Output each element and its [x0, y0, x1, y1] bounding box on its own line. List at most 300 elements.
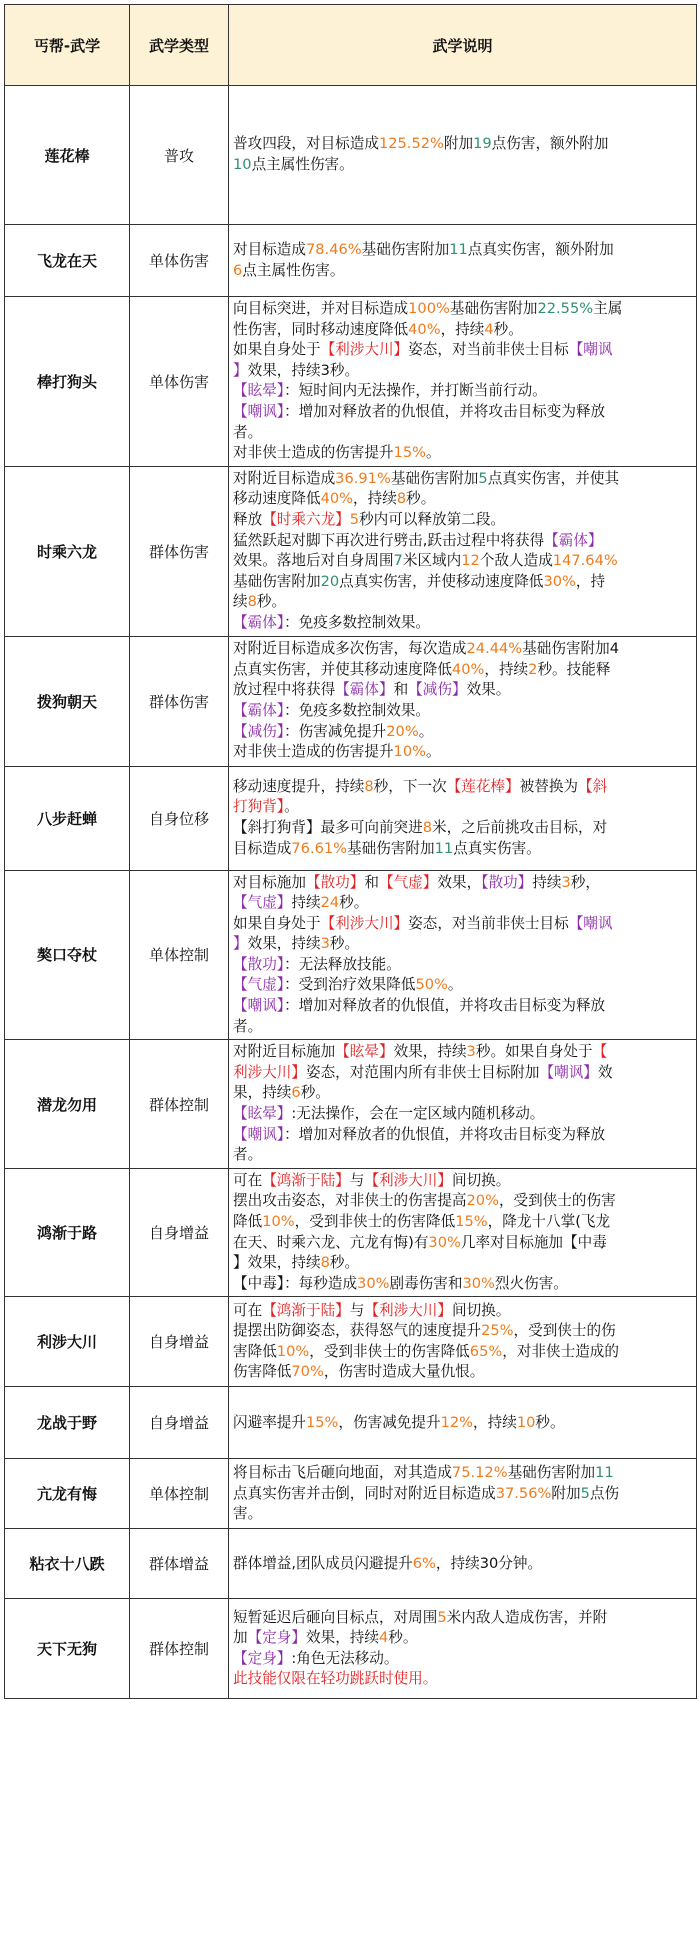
description-text: 闪避率提升: [233, 1413, 306, 1431]
description-text: ，对非侠士造成的: [502, 1342, 619, 1360]
description-text: 8: [396, 490, 407, 508]
description-text: 秒，: [570, 873, 600, 891]
description-text: 对非侠士造成的伤害提升: [233, 743, 394, 761]
description-text: 打狗背】: [233, 798, 285, 816]
description-text: 米，之后前挑攻击目标，对: [432, 819, 608, 836]
description-text: 36.91%: [335, 469, 391, 487]
skill-type: 单体伤害: [130, 297, 229, 467]
description-text: 将目标击飞后砸向地面，对其造成: [233, 1463, 452, 1481]
description-text: 24.44%: [466, 640, 523, 658]
description-text: 【嘲讽】: [233, 997, 285, 1015]
description-line: [233, 660, 692, 681]
description-text: 65%: [469, 1342, 503, 1360]
skill-name: 獒口夺杖: [5, 870, 130, 1040]
description-text: ，降龙十八掌(飞龙: [487, 1213, 611, 1230]
description-text: 几率对目标施加【中毒: [460, 1233, 607, 1251]
description-text: 10%: [262, 1213, 295, 1230]
description-text: 15%: [305, 1413, 339, 1431]
description-text: 秒。: [339, 894, 369, 912]
description-text: 76.61%: [291, 839, 348, 857]
skill-name: 潜龙勿用: [5, 1040, 130, 1169]
description-text: ，持续30分钟。: [435, 1554, 543, 1572]
skill-name: 拨狗朝天: [5, 636, 130, 766]
skill-type: 群体伤害: [130, 636, 229, 766]
skill-type: 自身增益: [130, 1297, 229, 1387]
description-text: 附加: [443, 135, 474, 153]
skill-name: 飞龙在天: [5, 225, 130, 297]
description-text: 秒。: [300, 1084, 330, 1102]
description-text: 在天、时乘六龙、亢龙有悔)有: [233, 1233, 429, 1251]
skill-type: 单体伤害: [130, 225, 229, 297]
skill-description: [229, 1040, 697, 1169]
description-text: 者。: [233, 1017, 263, 1035]
description-line: [233, 1669, 692, 1690]
description-text: 15%: [455, 1213, 488, 1230]
description-text: 3: [466, 1043, 476, 1061]
description-text: ，受到非侠士的伤害降低: [294, 1213, 456, 1230]
description-text: 】效果，持续: [233, 1254, 321, 1272]
description-text: ，受到侠士的伤害: [498, 1192, 616, 1210]
description-text: 【嘲讽: [568, 341, 613, 359]
table-row: [5, 1387, 697, 1459]
description-line: [233, 361, 692, 382]
description-line: [233, 1145, 692, 1166]
description-text: 6%: [412, 1554, 436, 1572]
description-text: 对非侠士造成的伤害提升: [233, 444, 394, 462]
description-text: 【霸体】: [544, 531, 603, 549]
description-text: 【: [592, 1043, 608, 1061]
description-line: [233, 934, 692, 955]
description-text: ，伤害时造成大量仇恨。: [323, 1363, 485, 1381]
description-text: 】: [233, 361, 248, 379]
description-text: 30%: [543, 572, 576, 590]
skill-type: 普攻: [130, 86, 229, 225]
skill-name: 八步赶蝉: [5, 766, 130, 870]
description-text: 【霸体】: [335, 681, 394, 699]
description-line: [233, 1484, 692, 1505]
description-text: 2: [528, 660, 538, 678]
description-text: 5: [437, 1608, 447, 1626]
description-text: 【利涉大川】: [364, 1301, 452, 1319]
table-row: [5, 86, 697, 225]
description-text: 秒。: [388, 1629, 418, 1647]
description-text: 伤害降低: [233, 1363, 292, 1381]
description-text: 。: [418, 722, 434, 740]
description-text: 5: [478, 469, 488, 487]
description-text: 秒，下一次: [373, 777, 447, 795]
description-text: 【眩晕】: [335, 1043, 394, 1061]
description-text: 8: [364, 777, 374, 795]
description-line: [233, 1083, 692, 1104]
description-text: 基础伤害附加: [390, 469, 479, 487]
description-text: 米内敌人造成伤害，并附: [446, 1608, 608, 1626]
description-text: 70%: [291, 1363, 324, 1381]
description-text: 10%: [393, 743, 426, 761]
skill-description: [229, 466, 697, 636]
description-text: 如果自身处于: [233, 914, 321, 932]
description-text: 效果，持续: [247, 935, 321, 953]
description-line: [233, 1628, 692, 1649]
skill-name: 莲花棒: [5, 86, 130, 225]
table-row: [5, 1459, 697, 1529]
description-text: 10%: [276, 1342, 310, 1360]
description-line: [233, 1463, 692, 1484]
skill-description: [229, 636, 697, 766]
description-text: ：增加对释放者的仇恨值，并将攻击目标变为释放: [284, 1125, 606, 1143]
description-text: ，受到侠士的伤: [513, 1322, 616, 1340]
description-text: 放过程中将获得: [233, 681, 336, 699]
description-text: 【气虚】: [233, 894, 292, 912]
description-text: 75.12%: [451, 1463, 508, 1481]
table-row: [5, 1599, 697, 1699]
skill-name: 亢龙有悔: [5, 1459, 130, 1529]
description-text: 效果，持续3秒。: [247, 361, 360, 379]
description-text: 78.46%: [305, 240, 362, 258]
description-text: 。: [425, 743, 441, 761]
description-text: 10: [233, 156, 252, 173]
description-text: 点主属性伤害。: [251, 156, 354, 173]
description-line: [233, 1253, 692, 1274]
description-text: 【嘲讽】: [233, 402, 285, 420]
skill-name: 时乘六龙: [5, 466, 130, 636]
description-text: 姿态，对当前非侠士目标: [408, 341, 569, 359]
skill-type: 自身增益: [130, 1387, 229, 1459]
description-text: 效果，持续: [306, 1629, 379, 1647]
description-text: 6: [291, 1084, 301, 1102]
skill-type: 单体控制: [130, 1459, 229, 1529]
description-text: 效果。落地后对自身周围: [233, 552, 394, 570]
description-line: [233, 551, 692, 572]
description-text: 基础伤害附加: [233, 572, 321, 590]
description-text: 【利涉大川】: [320, 341, 409, 359]
description-text: ，受到非侠士的伤害降低: [309, 1342, 470, 1360]
description-text: 秒。如果自身处于: [475, 1043, 593, 1061]
skill-type: 群体控制: [130, 1599, 229, 1699]
description-line: [233, 1649, 692, 1670]
description-text: 效: [597, 1063, 613, 1081]
description-text: 15%: [393, 444, 426, 462]
description-line: [233, 1125, 692, 1146]
description-line: [233, 469, 692, 490]
description-text: 降低: [233, 1213, 263, 1230]
skill-type: 自身位移: [130, 766, 229, 870]
description-text: ：增加对释放者的仇恨值，并将攻击目标变为释放: [284, 402, 606, 420]
description-text: 25%: [481, 1322, 514, 1340]
description-text: 间切换。: [451, 1301, 511, 1319]
description-text: :角色无法移动。: [291, 1649, 399, 1667]
description-text: ：增加对释放者的仇恨值，并将攻击目标变为释放: [284, 997, 606, 1015]
description-text: 续: [233, 593, 248, 611]
description-text: 】: [233, 935, 248, 953]
description-text: 点真实伤害，并使其: [487, 469, 620, 487]
description-text: 秒。: [535, 1413, 565, 1431]
description-text: 8: [422, 819, 433, 836]
skill-description: [229, 86, 697, 225]
description-text: 。: [425, 444, 441, 462]
description-line: [233, 639, 692, 660]
skill-name: 棒打狗头: [5, 297, 130, 467]
description-text: 12: [461, 552, 480, 570]
skill-type: 自身增益: [130, 1168, 229, 1297]
description-text: ：免疫多数控制效果。: [284, 613, 431, 631]
description-text: 【嘲讽】: [539, 1063, 598, 1081]
description-text: 目标造成: [233, 839, 292, 857]
skill-name: 粘衣十八跌: [5, 1529, 130, 1599]
description-text: 【时乘六龙】: [262, 510, 350, 528]
description-text: 持续: [291, 894, 321, 912]
description-text: 间切换。: [451, 1171, 511, 1189]
description-text: 。: [284, 798, 299, 816]
table-row: [5, 225, 697, 297]
table-row: [5, 297, 697, 467]
description-text: 【鸿渐于陆】: [262, 1301, 350, 1319]
description-text: 【减伤】: [408, 681, 467, 699]
description-text: 【利涉大川】: [320, 914, 409, 932]
description-text: 点真实伤害，并使移动速度降低: [339, 572, 544, 590]
description-text: ：伤害减免提升: [284, 722, 387, 740]
description-line: [233, 1608, 692, 1629]
description-line: [233, 381, 692, 402]
description-line: [233, 1413, 692, 1434]
description-text: 加: [233, 1629, 248, 1647]
description-line: [233, 1504, 692, 1525]
description-line: [233, 155, 692, 176]
description-line: [233, 1554, 692, 1575]
skill-type: 群体增益: [130, 1529, 229, 1599]
skill-description: [229, 1297, 697, 1387]
description-text: 【定身】: [233, 1649, 292, 1667]
description-text: 烈火伤害。: [494, 1274, 568, 1292]
description-line: [233, 299, 692, 320]
description-text: 。: [447, 976, 463, 994]
description-line: [233, 240, 692, 261]
description-text: 37.56%: [495, 1484, 552, 1502]
description-line: [233, 839, 692, 860]
description-text: :无法操作，会在一定区域内随机移动。: [291, 1105, 545, 1123]
description-text: 【散功】: [233, 955, 285, 973]
table-row: [5, 766, 697, 870]
description-text: 【散功】: [481, 873, 533, 891]
description-text: 【定身】: [247, 1629, 306, 1647]
description-text: 30%: [357, 1274, 390, 1292]
description-text: 【斜打狗背】最多可向前突进: [233, 819, 423, 836]
description-line: [233, 423, 692, 444]
description-line: [233, 134, 692, 155]
description-text: 利涉大川】: [233, 1063, 306, 1081]
description-text: 【利涉大川】: [364, 1171, 452, 1189]
description-line: [233, 1212, 692, 1233]
description-text: 【中毒】：每秒造成: [233, 1274, 358, 1292]
description-text: 者。: [233, 1146, 263, 1164]
description-text: 5: [349, 510, 360, 528]
description-text: 可在: [233, 1301, 263, 1319]
description-line: [233, 1342, 692, 1363]
description-text: 和: [393, 681, 409, 699]
description-line: [233, 320, 692, 341]
description-text: 此技能仅限在轻功跳跃时使用。: [233, 1670, 438, 1688]
description-text: ：免疫多数控制效果。: [284, 702, 431, 719]
description-text: 【减伤】: [233, 722, 285, 740]
description-text: 基础伤害附加: [361, 240, 450, 258]
description-text: 秒。: [256, 593, 287, 611]
table-row: [5, 636, 697, 766]
description-text: 【气虚】: [233, 976, 285, 994]
description-text: 10: [516, 1413, 536, 1431]
description-text: 猛然跃起对脚下再次进行劈击,跃击过程中将获得: [233, 531, 545, 549]
description-text: ，持: [575, 572, 606, 590]
description-text: ，伤害减免提升: [338, 1413, 441, 1431]
header-skill: 丐帮-武学: [5, 5, 130, 86]
description-line: [233, 955, 692, 976]
description-line: [233, 797, 692, 818]
description-text: 个敌人造成: [479, 552, 553, 570]
description-text: 秒。: [329, 935, 360, 953]
description-line: [233, 340, 692, 361]
description-text: 秒。: [406, 490, 436, 508]
description-line: [233, 261, 692, 282]
description-text: 【鸿渐于陆】: [262, 1171, 350, 1189]
description-text: 秒内可以释放第二段。: [359, 510, 506, 528]
description-line: [233, 1063, 692, 1084]
skill-description: [229, 1459, 697, 1529]
table-row: [5, 466, 697, 636]
description-line: [233, 1042, 692, 1063]
description-text: 普攻四段，对目标造成: [233, 135, 379, 153]
description-text: 可在: [233, 1171, 263, 1189]
description-text: 秒。: [329, 1254, 360, 1272]
description-text: 点真实伤害，并使其移动速度降低: [233, 660, 452, 678]
header-description: 武学说明: [229, 5, 697, 86]
description-text: 者。: [233, 423, 263, 441]
description-text: 效果。: [466, 681, 511, 699]
description-line: [233, 510, 692, 531]
description-text: 姿态，对当前非侠士目标: [408, 914, 569, 932]
description-line: [233, 1104, 692, 1125]
table-row: [5, 1040, 697, 1169]
description-line: [233, 873, 692, 894]
description-text: 【莲花棒】: [446, 777, 520, 795]
description-text: 点真实伤害。: [453, 839, 541, 857]
description-line: [233, 443, 692, 464]
description-text: 剧毒伤害和: [389, 1274, 463, 1292]
description-line: [233, 402, 692, 423]
description-text: 3: [561, 873, 571, 891]
description-text: 提摆出防御姿态，获得怒气的速度提升: [233, 1322, 482, 1340]
description-text: 移动速度提升，持续: [233, 777, 365, 795]
skill-description: [229, 297, 697, 467]
description-text: 40%: [320, 490, 354, 508]
description-text: 30%: [428, 1233, 461, 1251]
description-text: 摆出攻击姿态，对非侠士的伤害提高: [233, 1192, 467, 1210]
description-text: 基础伤害附加: [449, 300, 538, 317]
skill-description: [229, 225, 697, 297]
description-text: 7: [393, 552, 403, 570]
description-text: 姿态，对范围内所有非侠士目标附加: [305, 1063, 540, 1081]
description-text: 害。: [233, 1505, 263, 1523]
description-text: 5: [580, 1484, 590, 1502]
description-text: ：无法释放技能。: [284, 955, 401, 973]
description-text: 50%: [415, 976, 448, 994]
description-text: ，持续: [440, 320, 485, 338]
description-line: [233, 975, 692, 996]
description-text: 8: [247, 593, 257, 611]
description-text: 与: [349, 1171, 365, 1189]
description-text: 11: [434, 839, 454, 857]
description-text: 点伤: [589, 1484, 620, 1502]
skill-name: 天下无狗: [5, 1599, 130, 1699]
description-text: 效果，持续: [393, 1043, 467, 1061]
description-text: 持续: [532, 873, 562, 891]
description-text: 对附近目标造成多次伤害，每次造成: [233, 640, 467, 658]
description-line: [233, 489, 692, 510]
description-text: 主属: [593, 300, 623, 317]
description-text: 19: [473, 135, 492, 153]
description-text: 8: [320, 1254, 330, 1272]
description-text: 对附近目标造成: [233, 469, 336, 487]
description-text: 【气虚】: [378, 873, 438, 891]
skill-description: [229, 1529, 697, 1599]
description-text: 125.52%: [378, 135, 444, 153]
description-text: 释放: [233, 510, 263, 528]
description-line: [233, 592, 692, 613]
description-text: 群体增益,团队成员闪避提升: [233, 1554, 413, 1572]
description-line: [233, 742, 692, 763]
description-line: [233, 996, 692, 1017]
description-text: ，持续: [484, 660, 529, 678]
description-text: 基础伤害附加4: [522, 640, 620, 658]
description-text: 【散功】: [305, 873, 365, 891]
description-line: [233, 1301, 692, 1322]
skill-description: [229, 870, 697, 1040]
description-line: [233, 777, 692, 798]
table-row: [5, 870, 697, 1040]
description-text: 被替换为: [519, 777, 579, 795]
description-text: 30%: [462, 1274, 495, 1292]
skill-type: 群体控制: [130, 1040, 229, 1169]
description-text: 11: [449, 240, 468, 258]
description-text: 点主属性伤害。: [242, 261, 345, 279]
description-line: [233, 1017, 692, 1038]
skill-type: 单体控制: [130, 870, 229, 1040]
description-text: 20%: [466, 1192, 499, 1210]
description-text: 4: [378, 1629, 389, 1647]
table-row: [5, 1529, 697, 1599]
description-text: 11: [595, 1463, 614, 1481]
description-text: 20: [320, 572, 340, 590]
description-text: 对附近目标施加: [233, 1043, 336, 1061]
description-text: 100%: [408, 300, 450, 317]
description-text: 与: [349, 1301, 365, 1319]
skill-name: 鸿渐于路: [5, 1168, 130, 1297]
description-text: 对目标造成: [233, 240, 306, 258]
description-text: 6: [233, 261, 243, 279]
description-text: 点真实伤害并击倒，同时对附近目标造成: [233, 1484, 496, 1502]
description-line: [233, 1321, 692, 1342]
description-text: 效果，: [437, 873, 482, 891]
description-text: 【斜: [578, 777, 608, 795]
description-text: 和: [364, 873, 379, 891]
header-row: [5, 5, 697, 86]
description-text: 短暂延迟后砸向目标点，对周围: [233, 1608, 438, 1626]
description-text: 【眩晕】: [233, 1105, 292, 1123]
description-text: 【嘲讽】: [233, 1125, 285, 1143]
description-text: 向目标突进，并对目标造成: [233, 300, 409, 317]
description-text: 基础伤害附加: [507, 1463, 596, 1481]
description-text: 4: [484, 320, 494, 338]
description-text: ：受到治疗效果降低: [284, 976, 416, 994]
description-text: ：短时间内无法操作，并打断当前行动。: [284, 382, 547, 400]
description-text: 【霸体】: [233, 702, 285, 719]
